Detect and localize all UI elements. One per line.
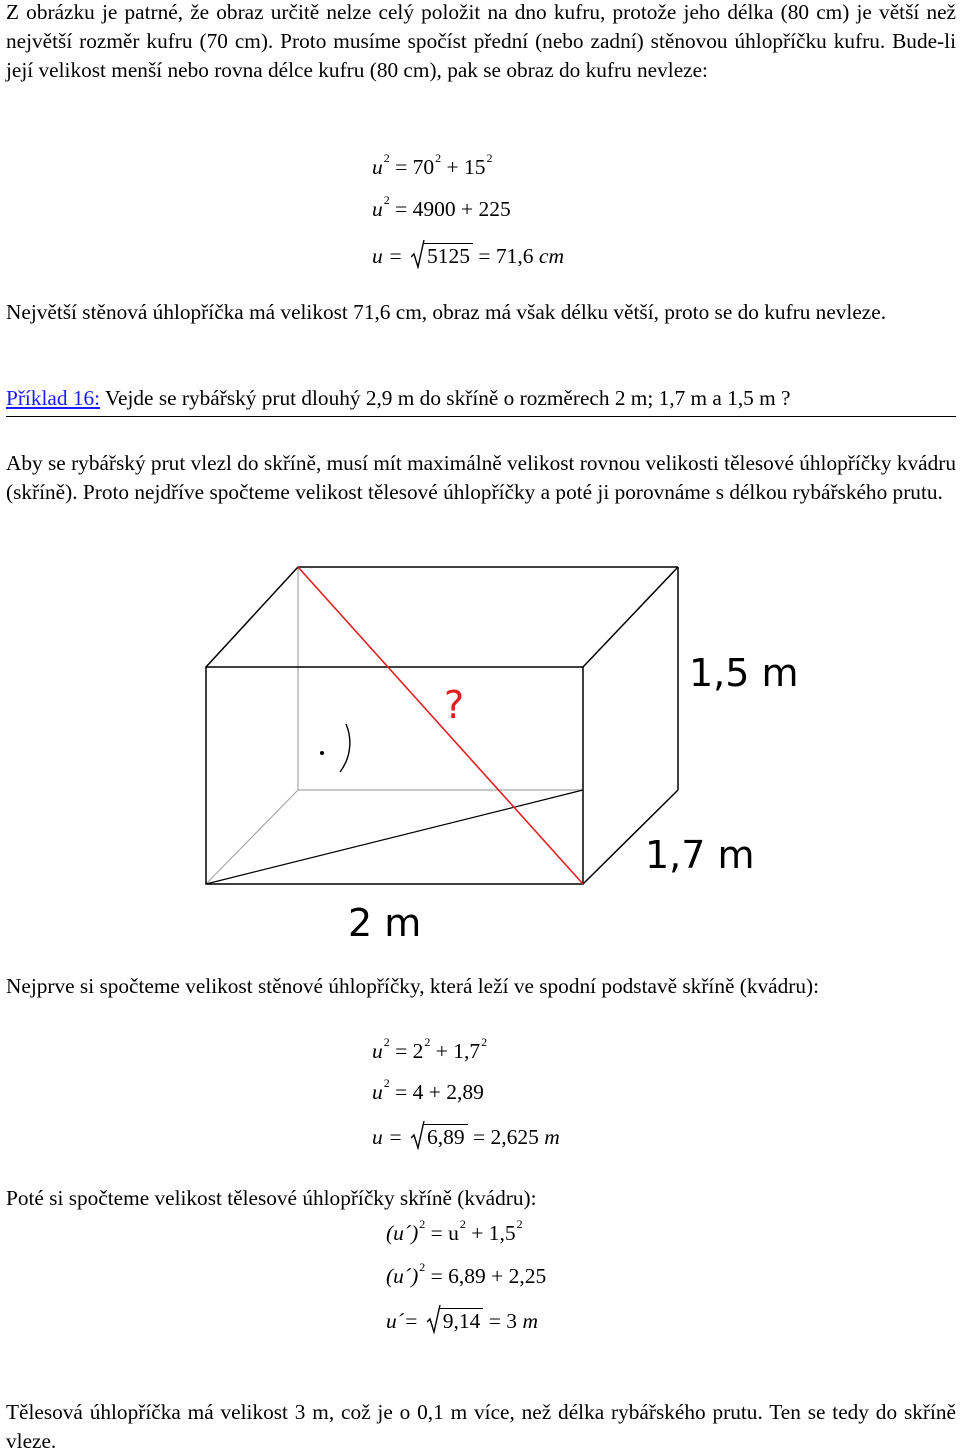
front-face — [206, 667, 583, 884]
heading-underline — [6, 416, 956, 417]
hidden-edge-bottom-left — [206, 790, 298, 884]
final-paragraph: Tělesová úhlopříčka má velikost 3 m, což je o 0,1 m více, než délka rybářského prutu. Ten se tedy do skříně vleze. — [6, 1400, 956, 1453]
height-label: 1,5 m — [689, 651, 799, 695]
right-angle-arc — [340, 724, 350, 772]
edge-top-left — [206, 567, 298, 667]
equation-line: $u^2 = 2^2 + 1,7^2$ — [372, 1035, 488, 1063]
equation-line: (u´)$^2$ = 6,89 + 2,25 — [386, 1260, 547, 1288]
width-label: 2 m — [348, 901, 422, 945]
step2-paragraph: Poté si spočteme velikost tělesové úhlopříčky skříně (kvádru): — [6, 1186, 537, 1210]
equation-line: $u^2 = 70^2 + 15^2$ — [372, 151, 493, 179]
unknown-label: ? — [444, 683, 465, 727]
step1-paragraph: Nejprve si spočteme velikost stěnové úhlopříčky, která leží ve spodní podstavě skříně (kvádru): — [6, 974, 820, 998]
visible-edges — [206, 567, 678, 884]
equation-line: $u^2 = 4 + 2,89$ — [372, 1076, 484, 1104]
example-question: Vejde se rybářský prut dlouhý 2,9 m do skříně o rozměrech 2 m; 1,7 m a 1,5 m ? — [100, 386, 791, 410]
conclusion-paragraph: Největší stěnová úhlopříčka má velikost 71,6 cm, obraz má však délku větší, proto se do kufru nevleze. — [6, 300, 887, 324]
example-label: Příklad 16: — [6, 386, 101, 410]
equation-line: $u^2 = 4900 + 225$ — [372, 193, 511, 221]
explanation-paragraph: Aby se rybářský prut vlezl do skříně, musí mít maximálně velikost rovnou velikosti tělesové úhlopříčky kvádru (skříně). Proto nejdříve spočteme velikost tělesové úhlopříčky a poté ji porovnáme s délkou rybářského prutu. — [6, 451, 956, 504]
edge-top-right — [583, 567, 678, 667]
equation-line: (u´)$^2$ = $u^2 + 1,5^2$ — [386, 1217, 523, 1245]
square-root: 6,89 — [411, 1124, 468, 1150]
floor-diagonal-line — [206, 790, 583, 884]
example-heading — [6, 384, 791, 413]
equation-line: u = 5125 = 71,6 cm — [372, 243, 564, 269]
square-root: 5125 — [411, 243, 473, 269]
equation-line: u´= 9,14 = 3 m — [386, 1308, 538, 1334]
intro-paragraph: Z obrázku je patrné, že obraz určitě nelze celý položit na dno kufru, protože jeho délka (80 cm) je větší než největší rozměr kufru (70 cm). Proto musíme spočíst přední (nebo zadní) stěnovou úhlopříčku kufru. Bude-li její velikost menší nebo rovna délce kufru (80 cm), pak se obraz do kufru nevleze: — [6, 0, 956, 82]
cuboid-figure — [0, 550, 960, 950]
right-angle-dot — [320, 751, 324, 755]
space-diagonal-line — [298, 567, 583, 884]
equation-line: u = 6,89 = 2,625 m — [372, 1124, 560, 1150]
square-root: 9,14 — [427, 1308, 484, 1334]
depth-label: 1,7 m — [645, 833, 755, 877]
